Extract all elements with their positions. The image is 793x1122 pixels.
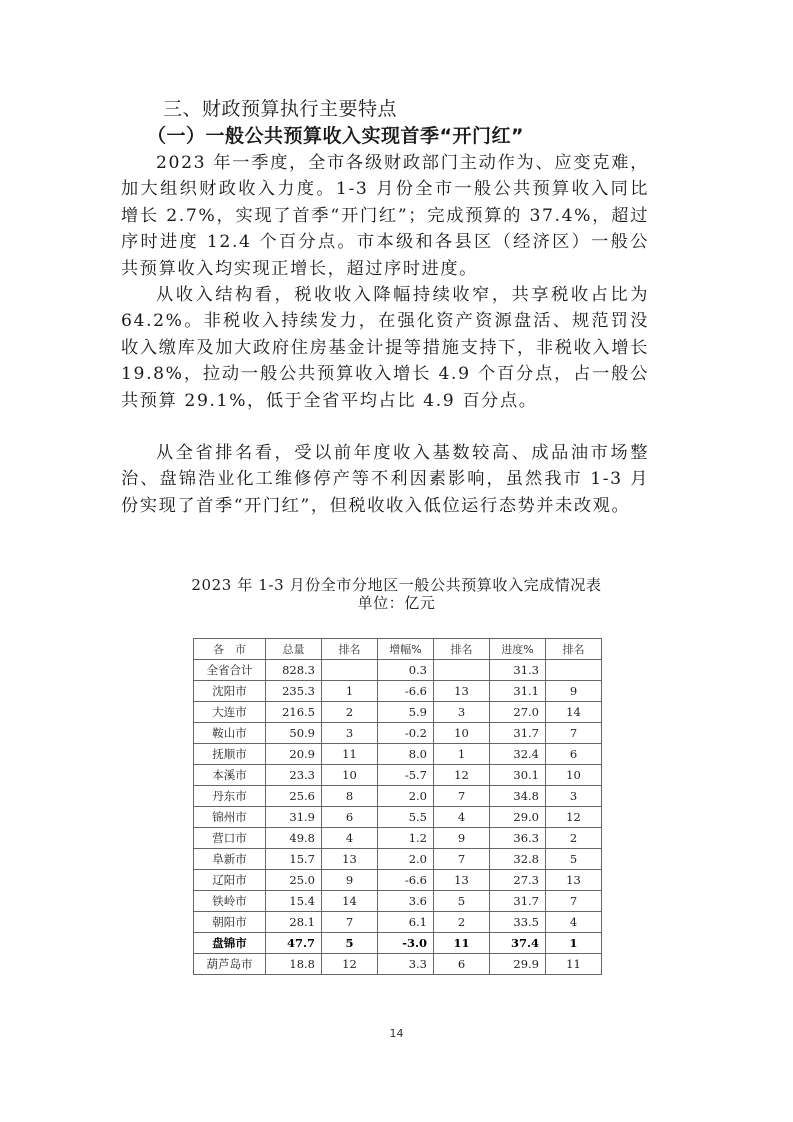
growth-cell: 0.3 [378, 660, 434, 681]
section-heading: 三、财政预算执行主要特点 [163, 98, 398, 120]
progress-rank-cell: 2 [546, 828, 602, 849]
progress-cell: 27.0 [490, 702, 546, 723]
total-rank-cell: 6 [322, 807, 378, 828]
header-progress-rank: 排名 [546, 639, 602, 660]
paragraph-revenue-overview: 2023 年一季度，全市各级财政部门主动作为、应变克难，加大组织财政收入力度。1-3 月份全市一般公共预算收入同比增长 2.7%，实现了首季“开门红”；完成预算的 37.4%，超过序时进度 12.4 个百分点。市本级和各县区（经济区）一般公共预算收入均实现正增长，超过序时进度。 [121, 153, 649, 279]
progress-cell: 31.1 [490, 681, 546, 702]
total-cell: 18.8 [266, 954, 322, 975]
growth-rank-cell: 3 [434, 702, 490, 723]
header-total: 总量 [266, 639, 322, 660]
total-rank-cell: 2 [322, 702, 378, 723]
total-rank-cell: 4 [322, 828, 378, 849]
header-city: 各 市 [194, 639, 266, 660]
header-progress: 进度% [490, 639, 546, 660]
growth-cell: -6.6 [378, 681, 434, 702]
city-cell: 抚顺市 [194, 744, 266, 765]
progress-rank-cell: 4 [546, 912, 602, 933]
total-cell: 25.0 [266, 870, 322, 891]
progress-rank-cell: 11 [546, 954, 602, 975]
city-cell: 阜新市 [194, 849, 266, 870]
city-cell: 锦州市 [194, 807, 266, 828]
progress-cell: 32.4 [490, 744, 546, 765]
progress-rank-cell: 1 [546, 933, 602, 954]
growth-cell: 2.0 [378, 786, 434, 807]
growth-rank-cell: 7 [434, 849, 490, 870]
city-cell: 朝阳市 [194, 912, 266, 933]
growth-cell: 3.6 [378, 891, 434, 912]
progress-rank-cell: 13 [546, 870, 602, 891]
growth-cell: -5.7 [378, 765, 434, 786]
growth-rank-cell: 13 [434, 870, 490, 891]
paragraph-revenue-structure: 从收入结构看，税收收入降幅持续收窄，共享税收占比为 64.2%。非税收入持续发力，在强化资产资源盘活、规范罚没收入缴库及加大政府住房基金计提等措施支持下，非税收入增长 19.8%，拉动一般公共预算收入增长 4.9 个百分点，占一般公共预算 29.1%，低于全省平均占比 4.9 百分点。 [121, 285, 649, 411]
progress-cell: 32.8 [490, 849, 546, 870]
growth-cell: 5.9 [378, 702, 434, 723]
growth-rank-cell: 9 [434, 828, 490, 849]
progress-cell: 31.7 [490, 891, 546, 912]
growth-rank-cell [434, 660, 490, 681]
revenue-table [193, 638, 602, 975]
table-row [194, 933, 602, 954]
growth-cell: 1.2 [378, 828, 434, 849]
progress-cell: 34.8 [490, 786, 546, 807]
total-rank-cell: 5 [322, 933, 378, 954]
progress-rank-cell: 7 [546, 723, 602, 744]
growth-rank-cell: 6 [434, 954, 490, 975]
total-cell: 20.9 [266, 744, 322, 765]
growth-rank-cell: 12 [434, 765, 490, 786]
total-rank-cell: 14 [322, 891, 378, 912]
table-row [194, 891, 602, 912]
total-rank-cell: 13 [322, 849, 378, 870]
progress-cell: 29.9 [490, 954, 546, 975]
table-row [194, 723, 602, 744]
total-cell: 216.5 [266, 702, 322, 723]
table-unit: 单位：亿元 [357, 594, 436, 612]
table-row [194, 681, 602, 702]
table-row [194, 828, 602, 849]
growth-rank-cell: 4 [434, 807, 490, 828]
growth-rank-cell: 10 [434, 723, 490, 744]
progress-cell: 31.7 [490, 723, 546, 744]
growth-cell: -0.2 [378, 723, 434, 744]
progress-cell: 31.3 [490, 660, 546, 681]
progress-rank-cell [546, 660, 602, 681]
progress-rank-cell: 9 [546, 681, 602, 702]
table-row [194, 744, 602, 765]
total-rank-cell [322, 660, 378, 681]
growth-rank-cell: 1 [434, 744, 490, 765]
progress-rank-cell: 5 [546, 849, 602, 870]
total-cell: 235.3 [266, 681, 322, 702]
header-total-rank: 排名 [322, 639, 378, 660]
table-row [194, 702, 602, 723]
progress-cell: 27.3 [490, 870, 546, 891]
page-number: 14 [389, 1027, 404, 1040]
progress-rank-cell: 3 [546, 786, 602, 807]
city-cell: 全省合计 [194, 660, 266, 681]
table-row [194, 954, 602, 975]
total-rank-cell: 12 [322, 954, 378, 975]
table-row [194, 849, 602, 870]
total-cell: 25.6 [266, 786, 322, 807]
header-growth: 增幅% [378, 639, 434, 660]
growth-cell: -6.6 [378, 870, 434, 891]
city-cell: 营口市 [194, 828, 266, 849]
header-growth-rank: 排名 [434, 639, 490, 660]
total-rank-cell: 9 [322, 870, 378, 891]
table-row [194, 660, 602, 681]
total-rank-cell: 3 [322, 723, 378, 744]
city-cell: 沈阳市 [194, 681, 266, 702]
city-cell: 丹东市 [194, 786, 266, 807]
table-row [194, 912, 602, 933]
total-cell: 15.7 [266, 849, 322, 870]
growth-rank-cell: 2 [434, 912, 490, 933]
progress-cell: 36.3 [490, 828, 546, 849]
progress-rank-cell: 14 [546, 702, 602, 723]
total-rank-cell: 8 [322, 786, 378, 807]
city-cell: 盘锦市 [194, 933, 266, 954]
total-rank-cell: 1 [322, 681, 378, 702]
progress-cell: 29.0 [490, 807, 546, 828]
growth-cell: 6.1 [378, 912, 434, 933]
total-rank-cell: 10 [322, 765, 378, 786]
total-cell: 828.3 [266, 660, 322, 681]
total-cell: 15.4 [266, 891, 322, 912]
subsection-heading: （一）一般公共预算收入实现首季“开门红” [147, 125, 524, 147]
total-cell: 50.9 [266, 723, 322, 744]
progress-rank-cell: 6 [546, 744, 602, 765]
total-cell: 49.8 [266, 828, 322, 849]
growth-rank-cell: 5 [434, 891, 490, 912]
total-cell: 31.9 [266, 807, 322, 828]
table-row [194, 786, 602, 807]
progress-cell: 30.1 [490, 765, 546, 786]
growth-cell: 3.3 [378, 954, 434, 975]
progress-rank-cell: 10 [546, 765, 602, 786]
city-cell: 本溪市 [194, 765, 266, 786]
paragraph-provincial-ranking: 从全省排名看，受以前年度收入基数较高、成品油市场整治、盘锦浩业化工维修停产等不利因素影响，虽然我市 1-3 月份实现了首季“开门红”，但税收收入低位运行态势并未改观。 [121, 443, 649, 516]
city-cell: 铁岭市 [194, 891, 266, 912]
progress-rank-cell: 12 [546, 807, 602, 828]
growth-cell: 8.0 [378, 744, 434, 765]
table-header-row [194, 639, 602, 660]
growth-cell: 5.5 [378, 807, 434, 828]
growth-cell: -3.0 [378, 933, 434, 954]
growth-rank-cell: 7 [434, 786, 490, 807]
table-title: 2023 年 1-3 月份全市分地区一般公共预算收入完成情况表 [191, 576, 602, 594]
table-row [194, 870, 602, 891]
growth-cell: 2.0 [378, 849, 434, 870]
total-cell: 23.3 [266, 765, 322, 786]
progress-rank-cell: 7 [546, 891, 602, 912]
city-cell: 鞍山市 [194, 723, 266, 744]
table-row [194, 807, 602, 828]
total-cell: 47.7 [266, 933, 322, 954]
total-rank-cell: 11 [322, 744, 378, 765]
growth-rank-cell: 13 [434, 681, 490, 702]
total-cell: 28.1 [266, 912, 322, 933]
progress-cell: 37.4 [490, 933, 546, 954]
total-rank-cell: 7 [322, 912, 378, 933]
table-row [194, 765, 602, 786]
city-cell: 大连市 [194, 702, 266, 723]
growth-rank-cell: 11 [434, 933, 490, 954]
city-cell: 辽阳市 [194, 870, 266, 891]
city-cell: 葫芦岛市 [194, 954, 266, 975]
progress-cell: 33.5 [490, 912, 546, 933]
